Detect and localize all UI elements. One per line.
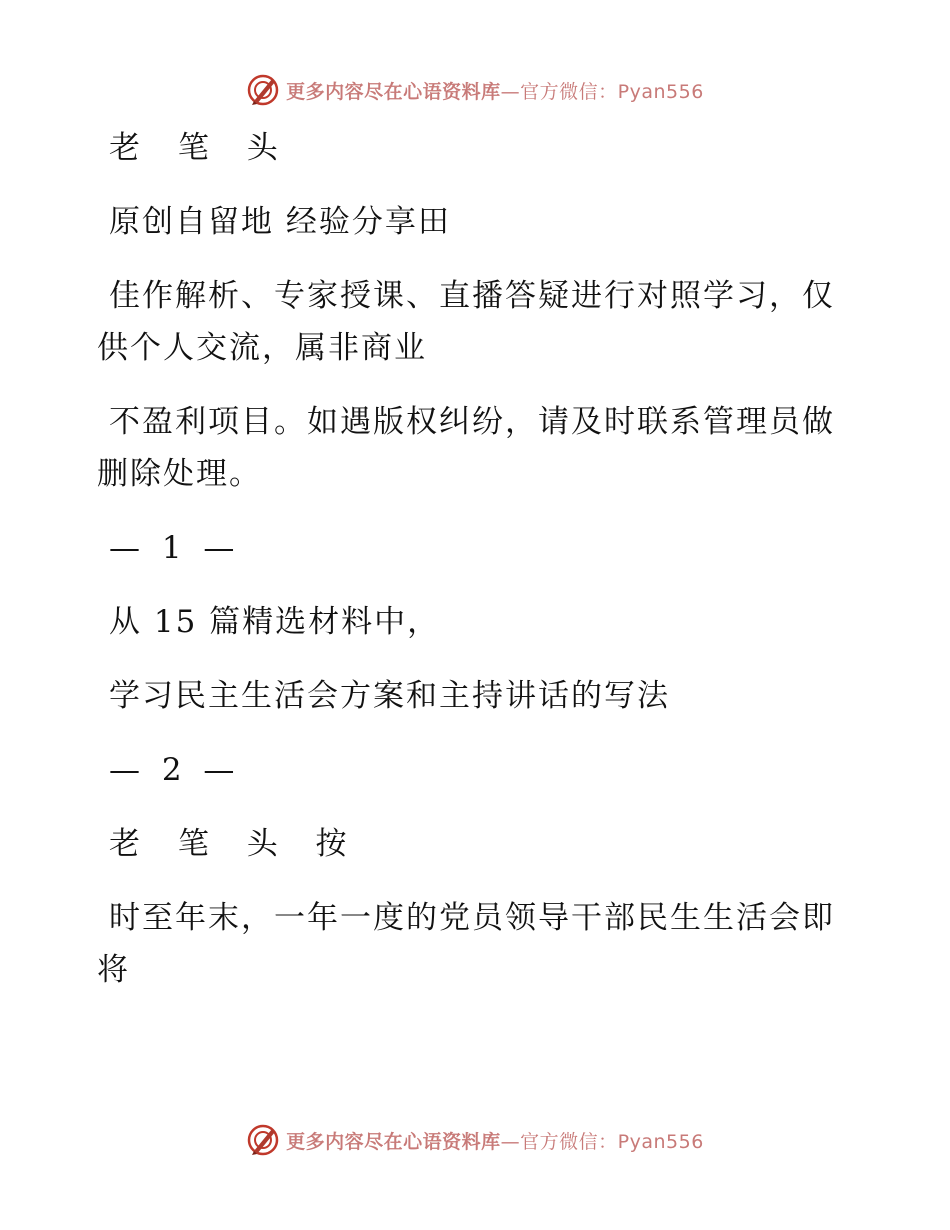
watermark-lead: 更多内容尽在心语资料库 — [286, 80, 501, 103]
pen-logo-icon — [246, 73, 280, 107]
pen-logo-icon — [246, 1123, 280, 1157]
page-marker-2: — 2 — — [109, 752, 241, 788]
document-body — [97, 122, 837, 1018]
watermark-text — [286, 1127, 704, 1154]
footer-watermark — [0, 1120, 950, 1160]
watermark-tail: —官方微信：Pyan556 — [500, 80, 704, 103]
watermark-lead: 更多内容尽在心语资料库 — [286, 1130, 501, 1153]
column-slogan: 原创自留地 经验分享田 — [109, 204, 451, 240]
article-title-line-1: 从 15 篇精选材料中， — [109, 604, 441, 640]
page-marker-1: — 1 — — [109, 530, 241, 566]
disclaimer-line-2: 不盈利项目。如遇版权纠纷，请及时联系管理员做删除处理。 — [97, 404, 835, 492]
editor-note-body: 时至年末，一年一度的党员领导干部民生生活会即将 — [97, 900, 835, 988]
header-watermark — [0, 70, 950, 110]
watermark-text — [286, 77, 704, 104]
disclaimer-line-1: 佳作解析、专家授课、直播答疑进行对照学习，仅供个人交流，属非商业 — [97, 278, 835, 366]
watermark-tail: —官方微信：Pyan556 — [500, 1130, 704, 1153]
column-title: 老 笔 头 — [109, 130, 292, 166]
editor-note-heading: 老 笔 头 按 — [109, 826, 361, 862]
article-title-line-2: 学习民主生活会方案和主持讲话的写法 — [109, 678, 670, 714]
